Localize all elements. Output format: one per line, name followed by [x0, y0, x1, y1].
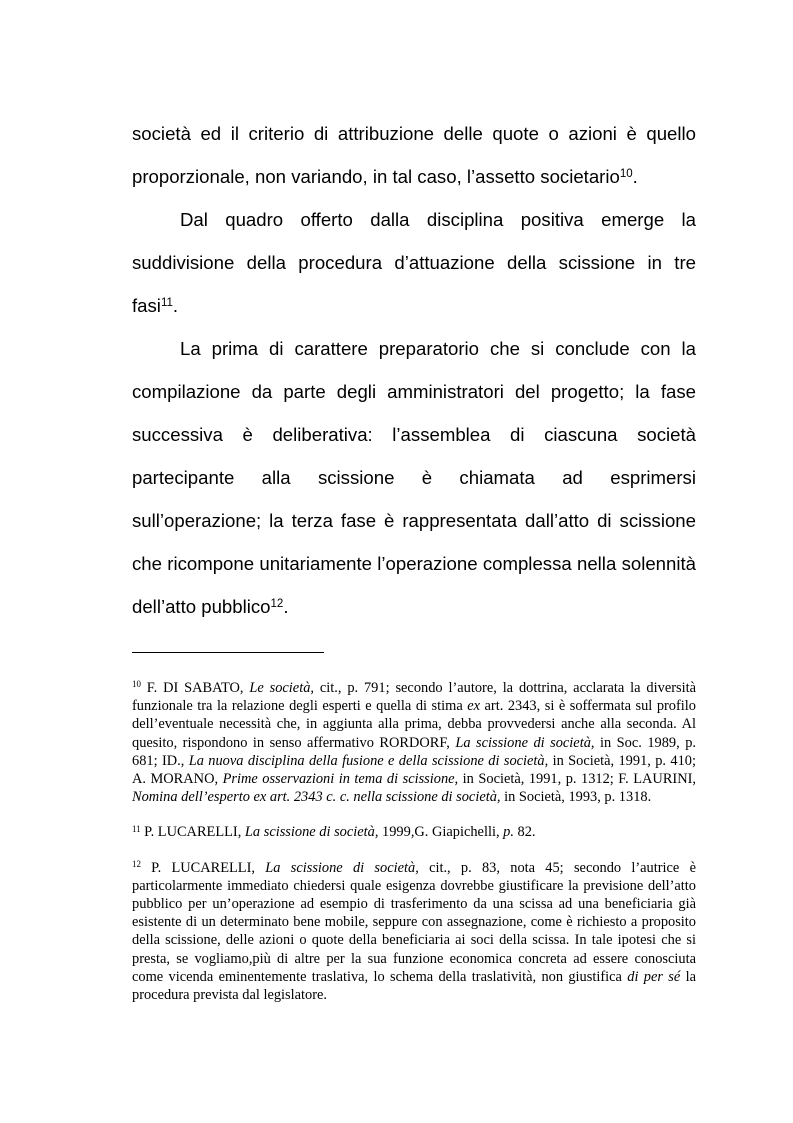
footnote-title: di per sé: [627, 968, 681, 985]
footnote-separator: [132, 652, 324, 653]
footnote-title: La scissione di società,: [455, 734, 595, 751]
footnote-text: in Società, 1991, p. 1312; F. LAURINI,: [458, 771, 697, 788]
footnote-text: la procedura prevista dal legislatore.: [132, 968, 696, 1004]
footnote-ref-12: 12: [270, 597, 284, 610]
footnote-text: cit., p. 83, nota 45; secondo l’autrice è particolarmente immediato chiedersi quale esigenza dovrebbe giustificare la previsione dell’atto pubblico per un’operazione ad esempio di trasferimento da una scissa ad una beneficiaria già esistente di un determinato bene mobile, seppure con assegnazione, come è richiesto a proposito della scissione, delle azioni o quote della beneficiaria ai soci della scissa. In tale ipotesi che si presta, se vogliamo,più di altre per la sua funzione economica concreta ad essere conosciuta come vicenda eminentemente traslativa, lo schema della traslatività, non giustifica: [132, 859, 696, 985]
paragraph-1-text: società ed il criterio di attribuzione delle quote o azioni è quello proporzionale, non variando, in tal caso, l’assetto societario: [132, 123, 696, 187]
footnote-title: La nuova disciplina della fusione e della scissione di società: [188, 752, 545, 769]
footnote-title: Nomina dell’esperto ex art. 2343 c. c. nella scissione di società,: [132, 789, 501, 806]
footnote-text: art. 2343, si è soffermata sul profilo dell’eventuale necessità che, in aggiunta alla prima, debba provvedersi anche alla seconda. Al quesito, rispondono in senso affermativo RORDORF,: [132, 698, 696, 751]
footnote-number: 11: [132, 823, 141, 834]
footnotes: [132, 679, 696, 1021]
footnote-10: [132, 679, 696, 806]
footnote-ref-10: 10: [619, 167, 633, 180]
paragraph-3-end: .: [283, 596, 289, 617]
paragraph-1: [132, 112, 696, 198]
footnote-text: 82.: [513, 824, 536, 841]
footnote-title: La scissione di società,: [244, 824, 379, 841]
footnote-title: p.: [503, 824, 514, 841]
paragraph-2-text: Dal quadro offerto dalla disciplina positiva emerge la suddivisione della procedura d’attuazione della scissione in tre fasi: [132, 209, 696, 316]
paragraph-1-end: .: [632, 166, 638, 187]
footnote-title: ex: [467, 698, 481, 715]
footnote-text: P. LUCARELLI,: [140, 859, 266, 876]
footnote-number: 12: [132, 858, 141, 869]
paragraph-2-end: .: [172, 295, 179, 316]
footnote-text: F. DI SABATO,: [140, 680, 250, 696]
footnote-title: Le società,: [249, 680, 314, 696]
footnote-title: Prime osservazioni in tema di scissione,: [222, 771, 459, 788]
footnote-text: in Società, 1993, p. 1318.: [500, 789, 652, 806]
footnote-text: in Soc. 1989, p. 681; ID.,: [132, 734, 696, 769]
paragraph-2: [132, 198, 696, 327]
footnote-text: cit., p. 791; secondo l’autore, la dottrina, acclarata la diversità funzionale tra la relazione degli esperti e quella di stima: [132, 680, 696, 715]
footnote-text: 1999,G. Giapichelli,: [378, 824, 504, 841]
paragraph-3-text: La prima di carattere preparatorio che si conclude con la compilazione da parte degli amministratori del progetto; la fase successiva è deliberativa: l’assemblea di ciascuna società partecipante alla scissione è chiamata ad esprimersi sull’operazione; la terza fase è rappresentata dall’atto di scissione che ricompone unitariamente l’operazione complessa nella solennità dell’atto pubblico: [132, 338, 696, 617]
footnote-text: , in Società, 1991, p. 410; A. MORANO,: [132, 752, 696, 788]
footnote-text: P. LUCARELLI,: [140, 824, 245, 841]
footnote-ref-11: 11: [160, 296, 173, 309]
footnote-12: [132, 859, 696, 1005]
main-text: [132, 112, 696, 628]
footnote-11: [132, 823, 696, 841]
footnote-title: La scissione di società,: [265, 859, 419, 876]
footnote-number: 10: [132, 679, 141, 690]
paragraph-3: [132, 327, 696, 628]
